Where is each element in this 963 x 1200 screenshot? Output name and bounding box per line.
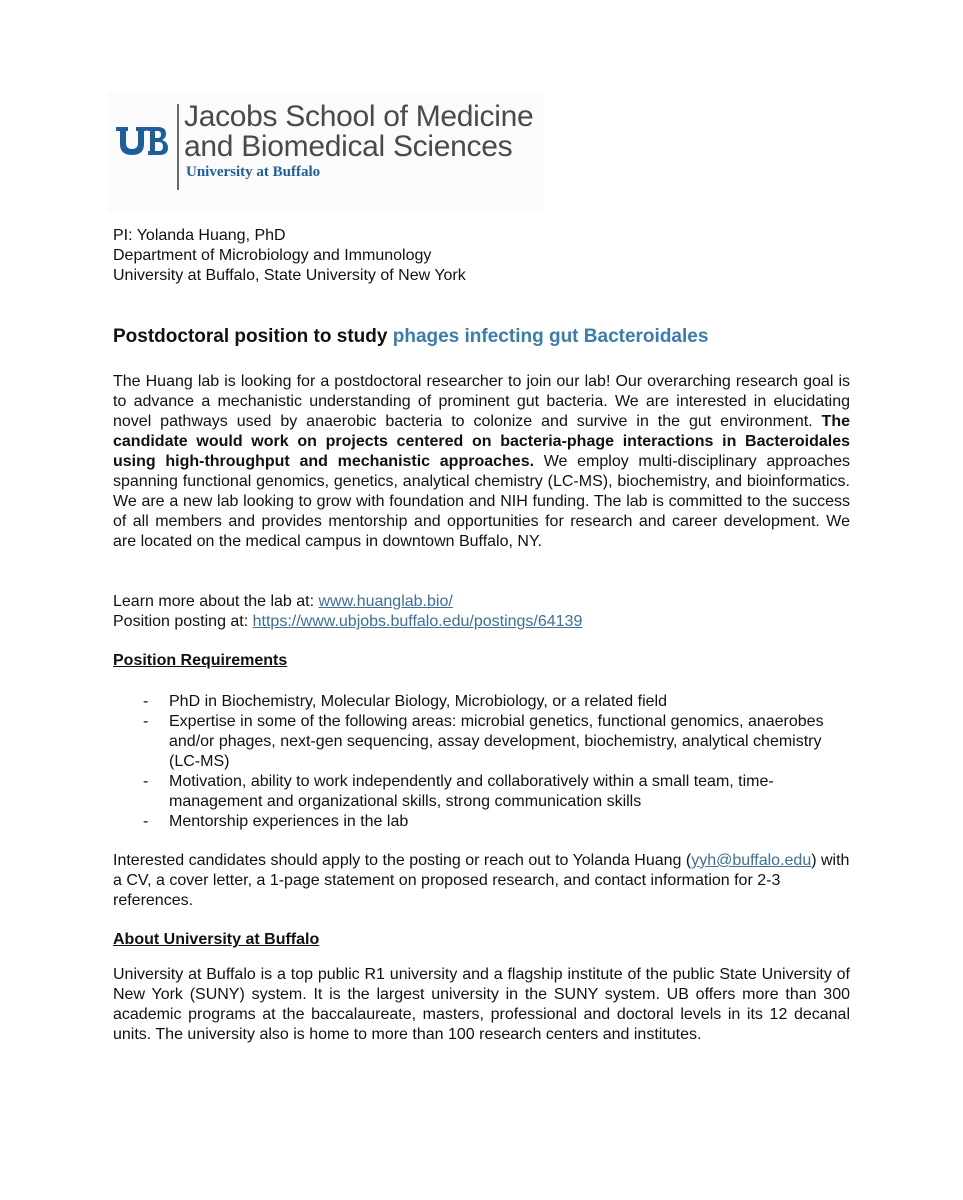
contact-email-link[interactable]: yyh@buffalo.edu [691, 852, 812, 869]
intro-text-before: The Huang lab is looking for a postdoctoral researcher to join our lab! Our overarching research goal is to advance a mechanistic understanding of prominent gut bacteria. We are interested in elucidating novel pathways used by anaerobic bacteria to colonize and survive in the gut environment. [113, 373, 850, 430]
logo-divider [177, 104, 179, 190]
intro-paragraph [113, 372, 850, 552]
requirements-list [113, 692, 850, 832]
apply-text-before: Interested candidates should apply to the posting or reach out to Yolanda Huang ( [113, 852, 692, 869]
list-item [113, 712, 850, 772]
pi-university: University at Buffalo, State University of New York [113, 267, 466, 284]
about-paragraph: University at Buffalo is a top public R1 university and a flagship institute of the public State University of New York (SUNY) system. It is the largest university in the SUNY system. UB offers more than 300 academic programs at the baccalaureate, masters, professional and doctoral levels in its 12 decanal units. The university also is home to more than 100 research centers and institutes. [113, 966, 850, 1043]
apply-text-after: ) with a CV, a cover letter, a 1-page statement on proposed research, and contact information for 2-3 references. [113, 852, 850, 909]
list-item [113, 772, 850, 812]
requirement-text: Motivation, ability to work independently and collaboratively within a small team, time-management and organizational skills, strong communication skills [169, 773, 774, 810]
title-prefix: Postdoctoral position to study [113, 326, 393, 347]
requirement-text: PhD in Biochemistry, Molecular Biology, Microbiology, or a related field [169, 693, 667, 710]
posting-link-label: Position posting at: [113, 613, 253, 630]
lab-link-line [113, 592, 582, 612]
requirements-heading: Position Requirements [113, 652, 288, 669]
ub-logo-mark [114, 123, 170, 159]
pi-info [113, 226, 466, 286]
intro-text-bold: The candidate would work on projects centered on bacteria-phage interactions in Bacteroidales using high-throughput and mechanistic approaches. [113, 413, 850, 470]
links-block [113, 592, 582, 632]
apply-paragraph [113, 851, 850, 911]
page-title [113, 326, 708, 348]
posting-link-line [113, 612, 582, 632]
about-heading: About University at Buffalo [113, 931, 320, 948]
school-logo [108, 92, 544, 212]
list-bullet: - [143, 693, 149, 710]
list-bullet: - [143, 713, 149, 730]
list-bullet: - [143, 773, 149, 790]
requirement-text: Expertise in some of the following areas: microbial genetics, functional genomics, anaerobes and/or phages, next-gen sequencing, assay development, biochemistry, analytical chemistry (LC-MS) [169, 713, 824, 770]
lab-website-link[interactable]: www.huanglab.bio/ [318, 593, 453, 610]
pi-department: Department of Microbiology and Immunology [113, 247, 432, 264]
logo-school-name-line2: and Biomedical Sciences [184, 130, 513, 163]
title-highlight: phages infecting gut Bacteroidales [392, 326, 709, 347]
job-posting-link[interactable]: https://www.ubjobs.buffalo.edu/postings/64139 [252, 613, 583, 630]
intro-text-after: We employ multi-disciplinary approaches spanning functional genomics, genetics, analytical chemistry (LC-MS), biochemistry, and bioinformatics. We are a new lab looking to grow with foundation and NIH funding. The lab is committed to the success of all members and provides mentorship and opportunities for research and career development. We are located on the medical campus in downtown Buffalo, NY. [113, 453, 850, 550]
list-item [113, 812, 850, 832]
lab-link-label: Learn more about the lab at: [113, 593, 319, 610]
logo-school-name-line1: Jacobs School of Medicine [184, 100, 534, 133]
list-item [113, 692, 850, 712]
logo-university-name: University at Buffalo [186, 164, 321, 180]
pi-name: PI: Yolanda Huang, PhD [113, 227, 286, 244]
list-bullet: - [143, 813, 149, 830]
requirement-text: Mentorship experiences in the lab [169, 813, 409, 830]
